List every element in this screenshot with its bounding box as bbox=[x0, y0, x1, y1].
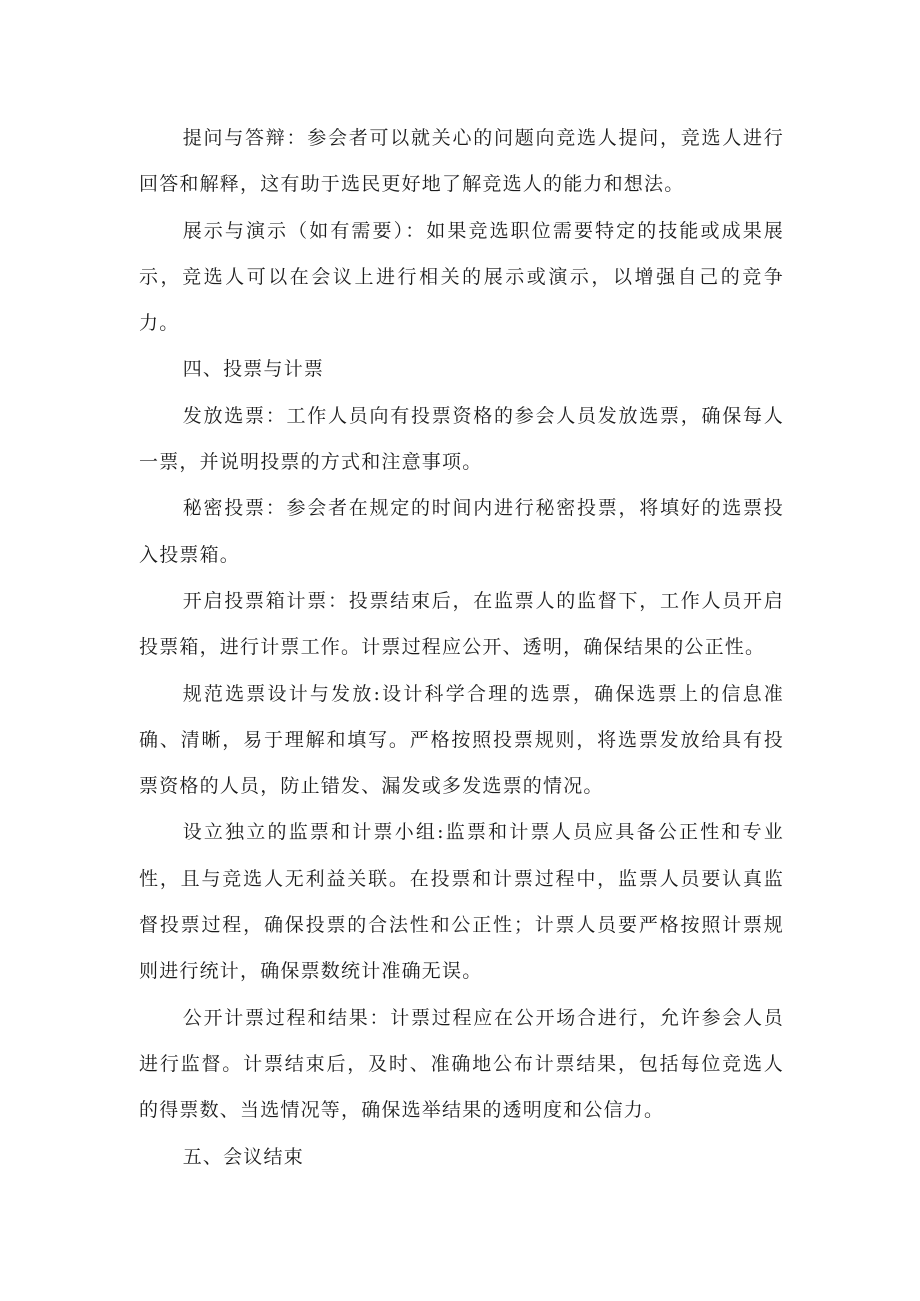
paragraph-ballot-design: 规范选票设计与发放:设计科学合理的选票，确保选票上的信息准确、清晰，易于理解和填写。严格按照投票规则，将选票发放给具有投票资格的人员，防止错发、漏发或多发选票的情况。 bbox=[139, 682, 784, 798]
paragraph-ballot-distribution: 发放选票：工作人员向有投票资格的参会人员发放选票，确保每人一票，并说明投票的方式和注意事项。 bbox=[139, 404, 784, 474]
paragraph-open-ballot-box: 开启投票箱计票：投票结束后，在监票人的监督下，工作人员开启投票箱，进行计票工作。计票过程应公开、透明，确保结果的公正性。 bbox=[139, 589, 784, 659]
section-heading-voting: 四、投票与计票 bbox=[182, 358, 325, 381]
paragraph-qa-debate: 提问与答辩：参会者可以就关心的问题向竞选人提问，竞选人进行回答和解释，这有助于选民更好地了解竞选人的能力和想法。 bbox=[139, 127, 784, 196]
paragraph-public-counting: 公开计票过程和结果：计票过程应在公开场合进行，允许参会人员进行监督。计票结束后，及时、准确地公布计票结果，包括每位竞选人的得票数、当选情况等，确保选举结果的透明度和公信力。 bbox=[139, 1006, 784, 1122]
section-heading-meeting-end: 五、会议结束 bbox=[182, 1145, 304, 1168]
paragraph-secret-ballot: 秘密投票：参会者在规定的时间内进行秘密投票，将填好的选票投入投票箱。 bbox=[139, 497, 784, 566]
paragraph-independent-team: 设立独立的监票和计票小组:监票和计票人员应具备公正性和专业性，且与竞选人无利益关联。在投票和计票过程中，监票人员要认真监督投票过程，确保投票的合法性和公正性；计票人员要严格按照计票规则进行统计，确保票数统计准确无误。 bbox=[139, 821, 784, 983]
paragraph-demonstration: 展示与演示（如有需要）：如果竞选职位需要特定的技能或成果展示，竞选人可以在会议上进行相关的展示或演示，以增强自己的竞争力。 bbox=[139, 219, 784, 335]
document-body bbox=[139, 115, 784, 1180]
